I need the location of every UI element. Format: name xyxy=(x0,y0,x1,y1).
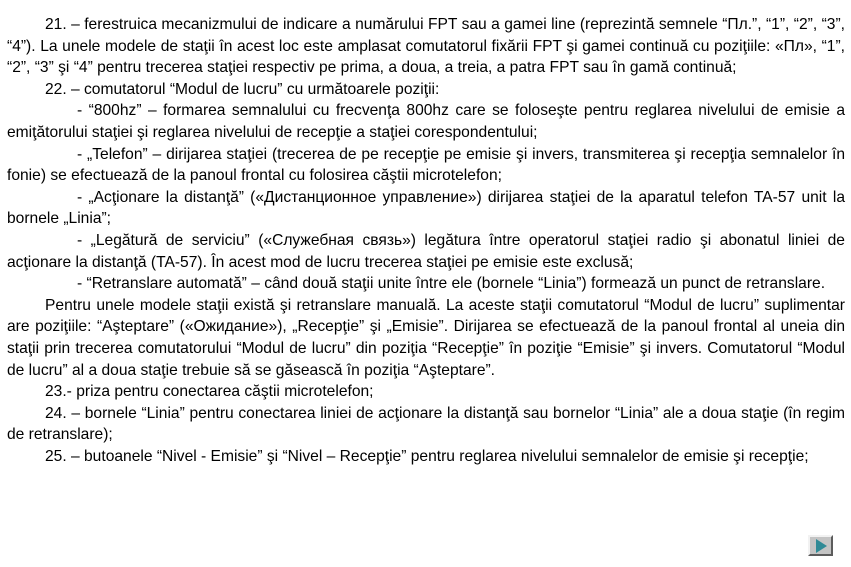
paragraph: - „Acţionare la distanţă” («Дистанционное управление») dirijarea staţiei de la aparatul telefon TA-57 unit la bornele „Linia”; xyxy=(7,188,845,228)
paragraph: Pentru unele modele staţii există şi retranslare manuală. La aceste staţii comutatorul “Modul de lucru” suplimentar are poziţiile: “Aşteptare” («Ожидание»), „Recepţie” şi „Emisie”. Dirijarea se efectuează de la panoul frontal al uneia din staţii prin trecerea comutatorului “Modul de lucru” din poziţia “Recepţie” în poziţie “Emisie” şi invers. Comutatorul “Modul de lucru” al a doua staţie trebuie să se găsească în poziţia “Aşteptare”. xyxy=(7,296,845,379)
paragraph: - „Legătură de serviciu” («Служебная связь») legătura între operatorul staţiei radio şi abonatul liniei de acţionare la distanţă (TA-57). În acest mod de lucru trecerea staţiei pe emisie este exclusă; xyxy=(7,231,845,271)
paragraph: 22. – comutatorul “Modul de lucru” cu următoarele poziţii: xyxy=(45,80,440,98)
paragraph: - “800hz” – formarea semnalului cu frecvenţa 800hz care se foloseşte pentru reglarea nivelului de emisie a emiţătorului staţiei şi reglarea nivelului de recepţie a staţiei corespondentului; xyxy=(7,102,845,141)
paragraph: - “Retranslare automată” – când două staţii unite între ele (bornele “Linia”) formează un punct de retranslare. xyxy=(77,275,826,293)
next-slide-arrow-icon xyxy=(816,539,827,553)
paragraph: 25. – butoanele “Nivel - Emisie” şi “Nivel – Recepţie” pentru reglarea nivelului semnalelor de emisie şi recepţie; xyxy=(45,447,809,465)
document-text xyxy=(7,14,845,467)
paragraph: 23.- priza pentru conectarea căştii microtelefon; xyxy=(45,383,374,401)
paragraph: 21. – ferestruica mecanizmului de indicare a numărului FPT sau a gamei line (reprezintă semnele “Пл.”, “1”, “2”, “3”, “4”). La unele modele de staţii în acest loc este amplasat comutatorul fixării FPT şi gamei continuă cu poziţiile: «Пл», “1”, “2”, “3” şi “4” pentru trecerea staţiei respectiv pe prima, a doua, a treia, a patra FPT sau în gamă continuă; xyxy=(7,16,845,77)
next-slide-button[interactable] xyxy=(808,535,833,556)
paragraph: - „Telefon” – dirijarea staţiei (trecerea de pe recepţie pe emisie şi invers, transmiterea şi recepţia semnalelor în fonie) se efectuează de la panoul frontal cu folosirea căştii microtelefon; xyxy=(7,145,845,185)
paragraph: 24. – bornele “Linia” pentru conectarea liniei de acţionare la distanţă sau bornelor “Linia” ale a doua staţie (în regim de retranslare); xyxy=(7,404,845,444)
